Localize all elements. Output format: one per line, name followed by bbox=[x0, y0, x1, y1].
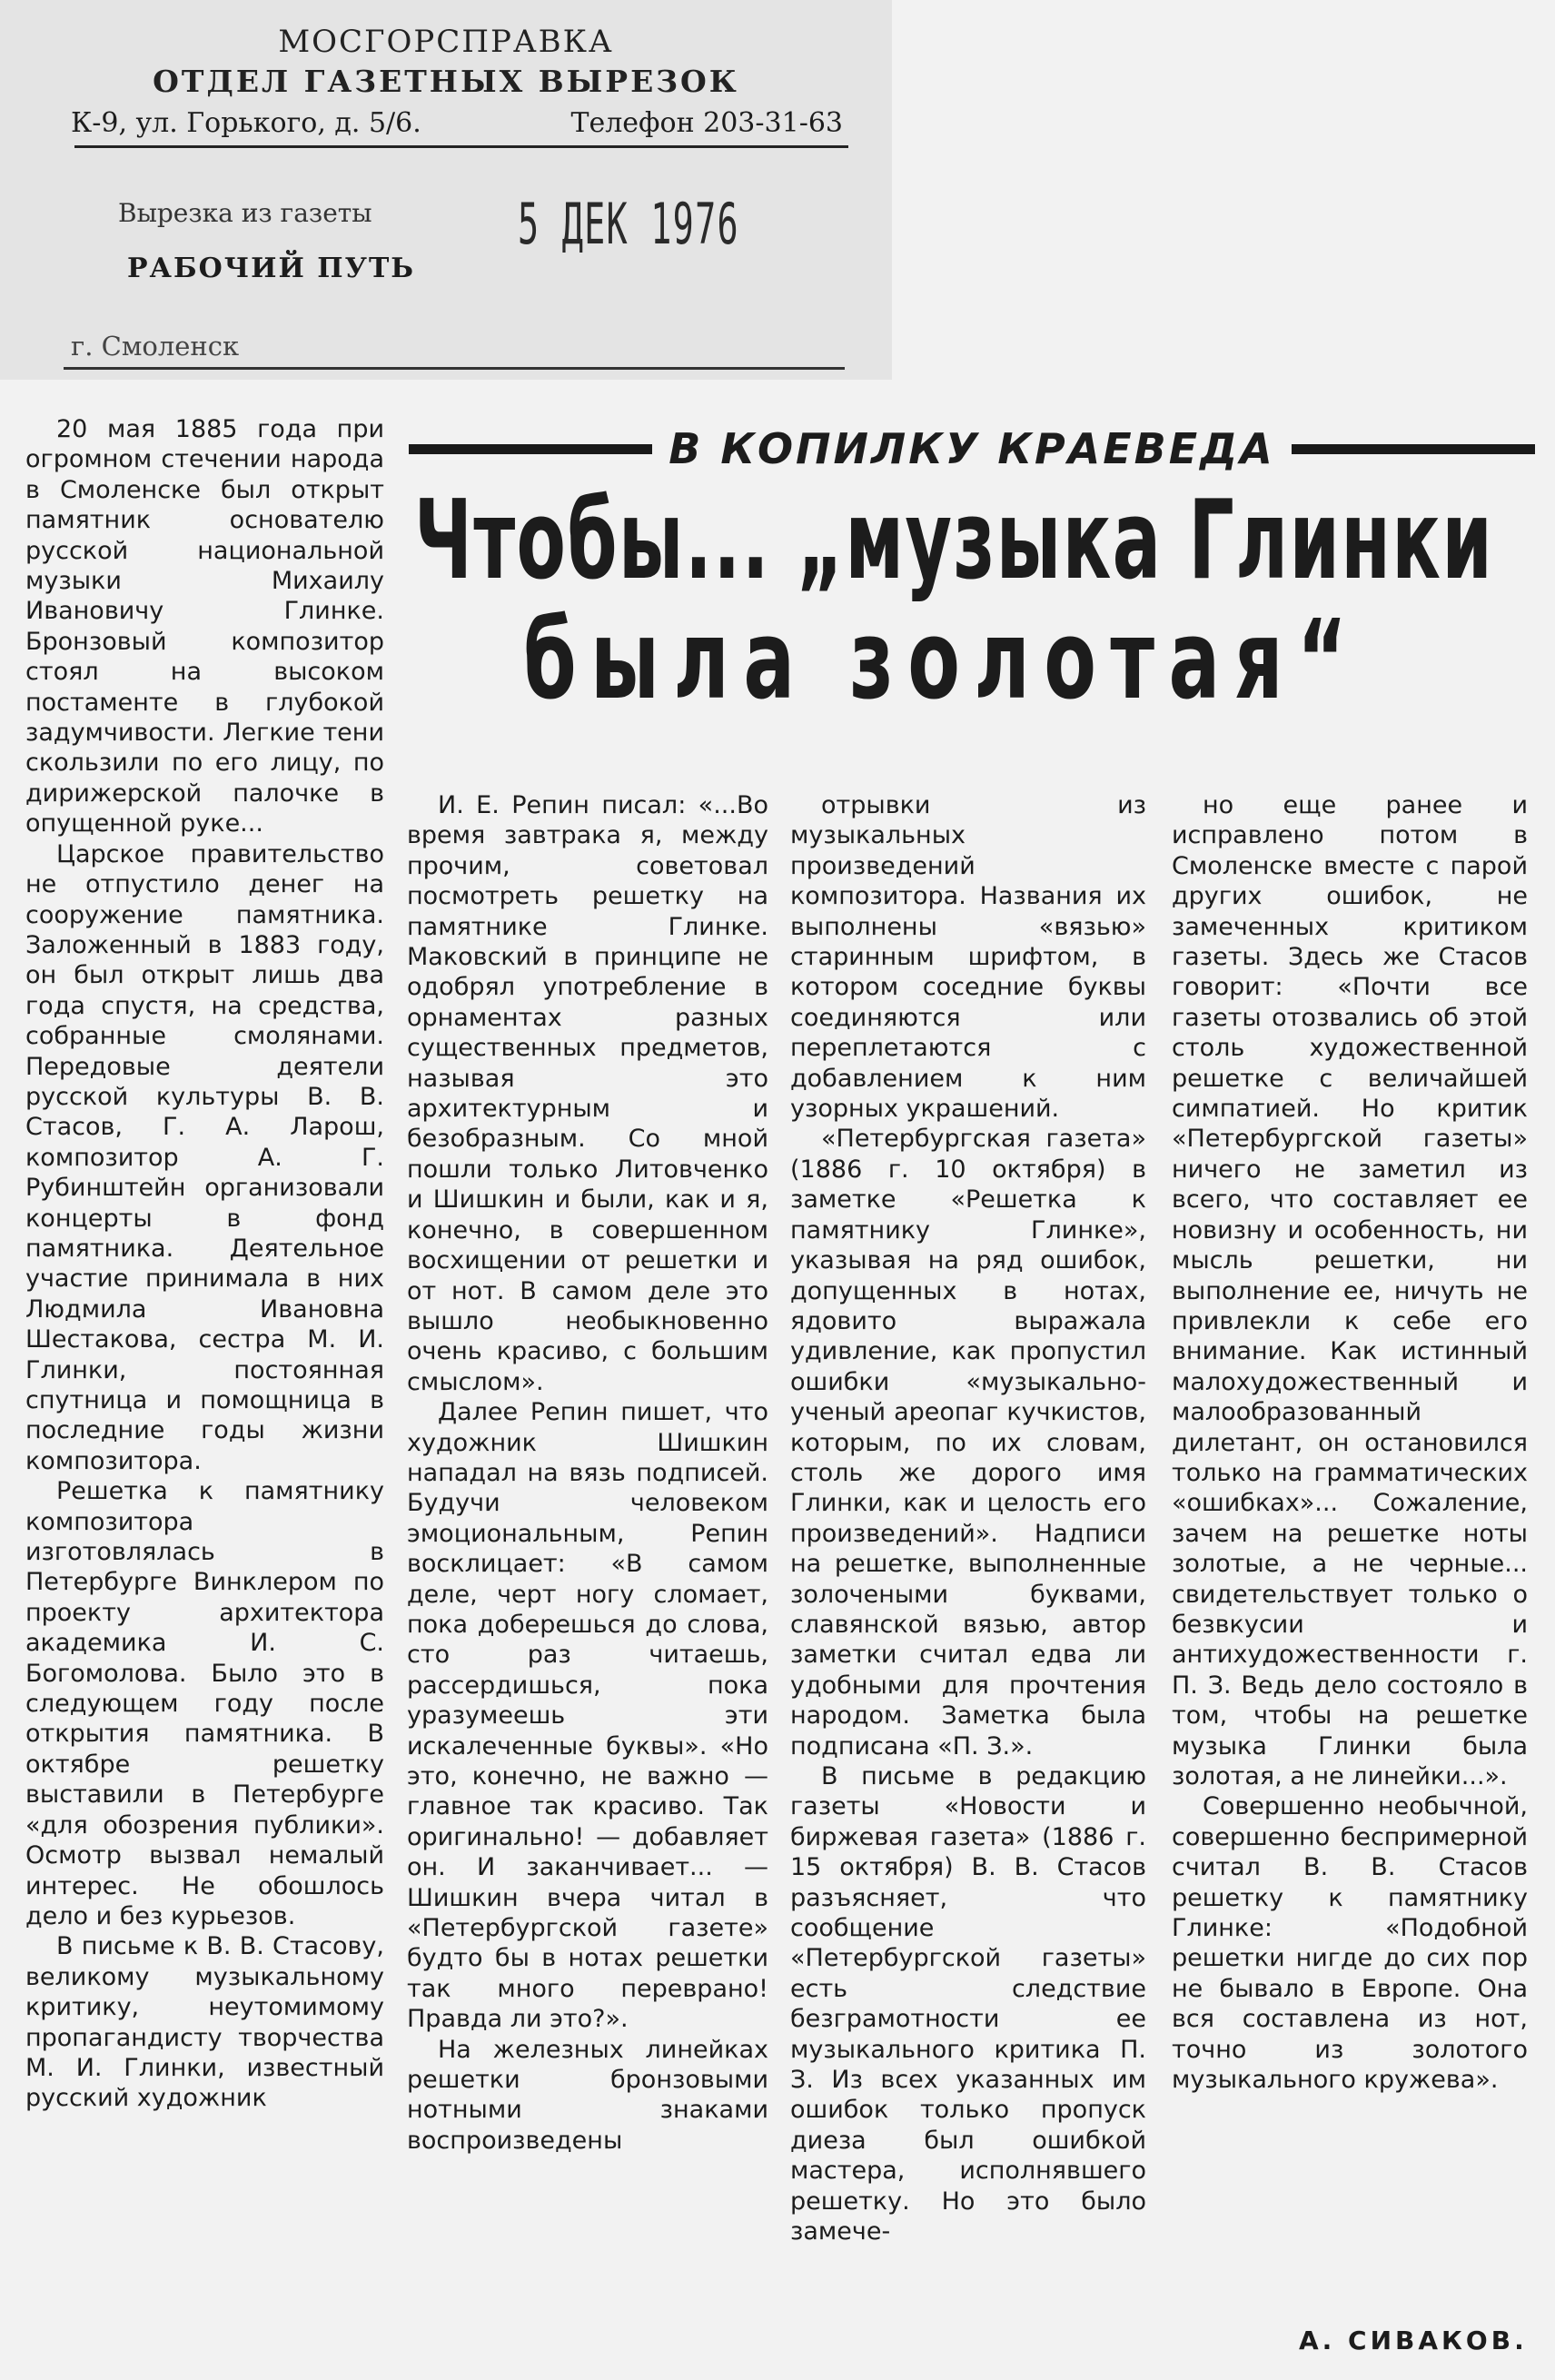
article-column-2 bbox=[407, 790, 768, 2156]
address-text: К-9, ул. Горького, д. 5/6. bbox=[71, 107, 421, 139]
headline bbox=[414, 478, 1531, 724]
headline-line-2: была золотая“ bbox=[523, 598, 1362, 724]
paragraph: 20 мая 1885 года при огромном стечении народа в Смоленске был открыт памятник основателю русской национальной музыки Михаилу Ивановичу Глинке. Бронзовый композитор стоял на высоком постаменте в глубокой задумчивости. Легкие тени скользили по его лицу, по дирижерской палочке в опущенной руке... bbox=[25, 415, 384, 838]
department-name: ОТДЕЛ ГАЗЕТНЫХ ВЫРЕЗОК bbox=[153, 64, 739, 99]
clipping-from-label: Вырезка из газеты bbox=[118, 198, 372, 228]
newspaper-name: РАБОЧИЙ ПУТЬ bbox=[127, 253, 416, 284]
article-column-4 bbox=[1172, 790, 1528, 2095]
city-label: г. Смоленск bbox=[71, 331, 240, 362]
paragraph: Совершенно необычной, совершенно беспримерной считал В. В. Стасов решетку к памятнику Глинке: «Подобной решетки нигде до сих пор не бывало в Европе. Она вся составлена из нот, точно из золотого музыкального кружева». bbox=[1172, 1792, 1528, 2095]
author-signature: А. СИВАКОВ. bbox=[1299, 2325, 1528, 2355]
paragraph: В письме в редакцию газеты «Новости и биржевая газета» (1886 г. 15 октября) В. В. Стасов разъясняет, что сообщение «Петербургской газеты» есть следствие безграмотности ее музыкального критика П. З. Из всех указанных им ошибок только пропуск диеза был ошибкой мастера, исполнявшего решетку. Но это было замече- bbox=[790, 1762, 1146, 2246]
article-column-1 bbox=[25, 414, 384, 2114]
rubric-rule-right bbox=[1292, 444, 1535, 454]
rubric-row bbox=[409, 421, 1535, 476]
headline-line-1: Чтобы... „музыка Глинки bbox=[414, 478, 1494, 604]
paragraph: На железных линейках решетки бронзовыми нотными знаками воспроизведены bbox=[407, 2035, 768, 2155]
date-stamp: 5 ДЕК 1976 bbox=[518, 191, 739, 257]
paragraph: но еще ранее и исправлено потом в Смоленске вместе с парой других ошибок, не замеченных критиком газеты. Здесь же Стасов говорит: «Почти все газеты отозвались об этой столь художественной решетке с величайшей симпатией. Но критик «Петербургской газеты» ничего не заметил из всего, что составляет ее новизну и особенность, ни мысль решетки, ни выполнение ее, ничуть не привлекли к себе его внимание. Как истинный малохудожественный и малообразованный дилетант, он остановился только на грамматических «ошибках»... Сожаление, зачем на решетке ноты золотые, а не черные... свидетельствует только о безвкусии и антихудожественности г. П. З. Ведь дело состояло в том, чтобы на решетке музыка Глинки была золотая, а не линейки...». bbox=[1172, 791, 1528, 1790]
agency-name: МОСГОРСПРАВКА bbox=[278, 24, 614, 60]
paragraph: В письме к В. В. Стасову, великому музыкальному критику, неутомимому пропагандисту творчества М. И. Глинки, известный русский художник bbox=[25, 1932, 384, 2113]
paragraph: «Петербургская газета» (1886 г. 10 октября) в заметке «Решетка к памятнику Глинке», указывая на ряд ошибок, допущенных в нотах, ядовито выражала удивление, как пропустил ошибки «музыкально-ученый ареопаг кучкистов, которым, по их словам, столь же дорого имя Глинки, как и целость его произведений». Надписи на решетке, выполненные золочеными буквами, славянской вязью, автор заметки считал едва ли удобными для прочтения народом. Заметка была подписана «П. З.». bbox=[790, 1125, 1146, 1760]
paragraph: Решетка к памятнику композитора изготовлялась в Петербурге Винклером по проекту архитектора академика И. С. Богомолова. Было это в следующем году после открытия памятника. В октябре решетку выставили в Петербурге «для обозрения публики». Осмотр вызвал немалый интерес. Не обошлось дело и без курьезов. bbox=[25, 1477, 384, 1930]
phone-text: Телефон 203-31-63 bbox=[570, 107, 843, 139]
paragraph: отрывки из музыкальных произведений композитора. Названия их выполнены «вязью» старинным шрифтом, в котором соседние буквы соединяются или переплетаются с добавлением к ним узорных украшений. bbox=[790, 791, 1146, 1124]
paragraph: Далее Репин пишет, что художник Шишкин нападал на вязь подписей. Будучи человеком эмоциональным, Репин восклицает: «В самом деле, черт ногу сломает, пока доберешься до слова, сто раз читаешь, рассердишься, пока уразумеешь эти искалеченные буквы». «Но это, конечно, не важно — главное так красиво. Так оригинально! — добавляет он. И заканчивает... — Шишкин вчера читал в «Петербургской газете» будто бы в нотах решетки так много переврано! Правда ли это?». bbox=[407, 1398, 768, 2034]
paragraph: Царское правительство не отпустило денег на сооружение памятника. Заложенный в 1883 году, он был открыт лишь два года спустя, на средства, собранные смолянами. Передовые деятели русской культуры В. В. Стасов, Г. А. Ларош, композитор А. Г. Рубинштейн организовали концерты в фонд памятника. Деятельное участие принимала в них Людмила Ивановна Шестакова, сестра М. И. Глинки, постоянная спутница и помощница в последние годы жизни композитора. bbox=[25, 839, 384, 1475]
article-column-3 bbox=[790, 790, 1146, 2247]
rubric: В КОПИЛКУ КРАЕВЕДА bbox=[669, 424, 1275, 473]
paragraph: И. Е. Репин писал: «...Во время завтрака я, между прочим, советовал посмотреть решетку на памятнике Глинке. Маковский в принципе не одобрял употребление в орнаментах разных существенных предметов, называя это архитектурным и безобразным. Со мной пошли только Литовченко и Шишкин и были, как и я, конечно, в совершенном восхищении от решетки и от нот. В самом деле это вышло необыкновенно очень красиво, с большим смыслом». bbox=[407, 791, 768, 1396]
rubric-rule-left bbox=[409, 444, 652, 454]
